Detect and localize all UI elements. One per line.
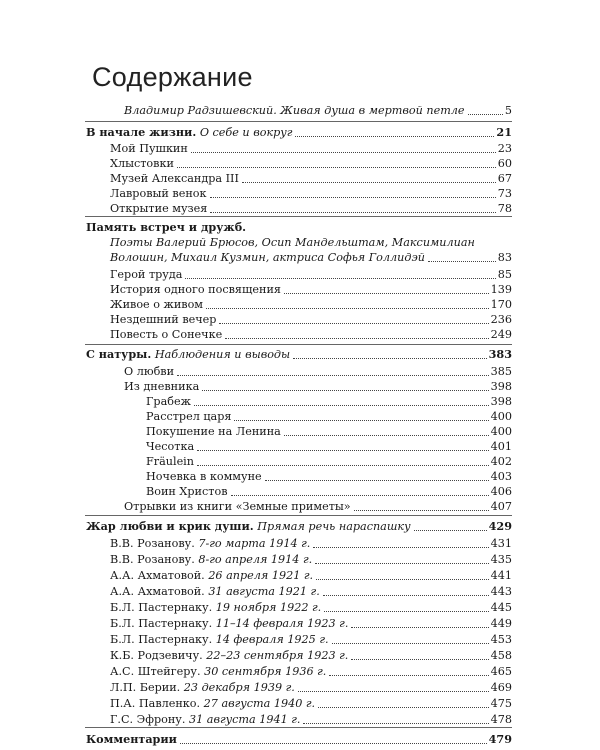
entry-title: В.В. Розанову. [110, 537, 195, 550]
dot-leader [194, 404, 489, 406]
entry-date: 31 августа 1921 г. [208, 585, 320, 598]
page-number: 401 [490, 440, 512, 453]
entry-title: Покушение на Ленина [146, 425, 281, 438]
toc-entry[interactable] [146, 453, 512, 468]
toc-entry[interactable] [146, 393, 512, 408]
page-number: 402 [490, 455, 512, 468]
dot-leader [468, 113, 503, 115]
entry-title: Л.П. Берии. [110, 681, 181, 694]
dot-leader [197, 464, 489, 466]
entry-title: Грабеж [146, 395, 191, 408]
toc-entry[interactable] [146, 408, 512, 423]
entry-date: 31 августа 1941 г. [189, 713, 301, 726]
entry-title: В.В. Розанову. [110, 553, 195, 566]
section-divider [85, 216, 512, 217]
dot-leader [177, 166, 496, 168]
page-number: 249 [490, 328, 512, 341]
page-number: 403 [490, 470, 512, 483]
toc-entry[interactable] [110, 711, 512, 726]
page-number: 431 [490, 537, 512, 550]
toc-entry[interactable] [146, 468, 512, 483]
entry-title: Г.С. Эфрону. [110, 713, 186, 726]
entry-title: Ночевка в коммуне [146, 470, 262, 483]
toc-entry[interactable] [110, 296, 512, 311]
entry-date: 8-го апреля 1914 г. [198, 553, 313, 566]
toc-entry[interactable] [110, 326, 512, 341]
page-number: 469 [490, 681, 512, 694]
section-title: Комментарии [86, 732, 177, 746]
section-title: В начале жизни. [86, 125, 197, 139]
page-number: 400 [490, 425, 512, 438]
entry-date: 7-го марта 1914 г. [198, 537, 311, 550]
dot-leader [428, 260, 496, 262]
entry-date: 22–23 сентября 1923 г. [206, 649, 349, 662]
page-number: 21 [496, 125, 512, 139]
entry-title: Отрывки из книги «Земные приметы» [124, 500, 351, 513]
entry-date: 19 ноября 1922 г. [215, 601, 322, 614]
page-number: 406 [490, 485, 512, 498]
dot-leader [323, 594, 489, 596]
entry-title: О любви [124, 365, 175, 378]
entry-title: К.Б. Родзевичу. [110, 649, 203, 662]
dot-leader [231, 494, 489, 496]
toc-entry[interactable] [124, 363, 512, 378]
toc-entry[interactable] [146, 423, 512, 438]
toc-entry[interactable] [124, 498, 512, 513]
entry-title: А.С. Штейгеру. [110, 665, 201, 678]
page-number: 383 [488, 347, 512, 361]
page-number: 478 [490, 713, 512, 726]
section-divider [85, 344, 512, 345]
section-subtitle: Волошин, Михаил Кузмин, актриса Софья Голлидэй [110, 251, 425, 264]
page-number: 443 [490, 585, 512, 598]
entry-title: Повесть о Сонечке [110, 328, 223, 341]
toc-entry[interactable] [110, 249, 512, 264]
page-number: 23 [497, 142, 512, 155]
section-subtitle: О себе и вокруг [199, 126, 293, 139]
section-divider [85, 515, 512, 516]
entry-title: А.А. Ахматовой. [110, 569, 205, 582]
section-title[interactable]: Память встреч и дружб. [86, 220, 247, 234]
dot-leader [329, 674, 488, 676]
dot-leader [234, 419, 488, 421]
dot-leader [202, 389, 488, 391]
section-title: С натуры. [86, 347, 152, 361]
toc-entry[interactable] [110, 535, 512, 550]
entry-subtitle: Владимир Радзишевский. Живая душа в мертвой петле [124, 104, 465, 117]
page-number: 441 [490, 569, 512, 582]
dot-leader [316, 578, 489, 580]
toc-entry[interactable] [124, 378, 512, 393]
entry-title: Fräulein [146, 455, 194, 468]
toc-entry[interactable] [110, 583, 512, 598]
dot-leader [219, 322, 488, 324]
toc-entry[interactable] [110, 679, 512, 694]
entry-title: Б.Л. Пастернаку. [110, 633, 213, 646]
entry-title: Б.Л. Пастернаку. [110, 601, 213, 614]
entry-date: 26 апреля 1921 г. [208, 569, 314, 582]
page-number: 453 [490, 633, 512, 646]
page-number: 445 [490, 601, 512, 614]
toc-entry[interactable] [110, 311, 512, 326]
toc-entry[interactable] [110, 200, 512, 215]
entry-title: Герой труда [110, 268, 183, 281]
dot-leader [210, 196, 496, 198]
entry-title: Мой Пушкин [110, 142, 188, 155]
dot-leader [414, 529, 487, 531]
toc-section[interactable] [86, 124, 512, 139]
page-number: 458 [490, 649, 512, 662]
entry-title: Нездешний вечер [110, 313, 217, 326]
page-number: 73 [497, 187, 512, 200]
dot-leader [295, 135, 494, 137]
toc-entry[interactable] [124, 102, 512, 117]
dot-leader [225, 337, 488, 339]
page-number: 435 [490, 553, 512, 566]
page-number: 400 [490, 410, 512, 423]
toc-entry[interactable] [110, 599, 512, 614]
toc-entry[interactable] [110, 567, 512, 582]
dot-leader [284, 292, 489, 294]
page-number: 85 [497, 268, 512, 281]
entry-title: Живое о живом [110, 298, 204, 311]
page-number: 139 [490, 283, 512, 296]
entry-title: П.А. Павленко. [110, 697, 201, 710]
entry-date: 23 декабря 1939 г. [183, 681, 295, 694]
dot-leader [197, 449, 489, 451]
toc-entry[interactable] [110, 551, 512, 566]
entry-title: Из дневника [124, 380, 200, 393]
dot-leader [313, 546, 488, 548]
entry-title: Музей Александра III [110, 172, 239, 185]
page-number: 78 [497, 202, 512, 215]
toc-entry[interactable] [110, 631, 512, 646]
toc-entry[interactable] [110, 695, 512, 710]
toc-entry[interactable] [110, 140, 512, 155]
dot-leader [191, 151, 496, 153]
entry-title: А.А. Ахматовой. [110, 585, 205, 598]
page-number: 407 [490, 500, 512, 513]
toc-entry[interactable] [146, 483, 512, 498]
entry-date: 27 августа 1940 г. [203, 697, 316, 710]
dot-leader [180, 742, 487, 744]
dot-leader [284, 434, 489, 436]
entry-date: 30 сентября 1936 г. [204, 665, 327, 678]
toc-entry[interactable] [110, 647, 512, 662]
toc-entry[interactable] [110, 266, 512, 281]
dot-leader [315, 562, 488, 564]
entry-date: 11–14 февраля 1923 г. [215, 617, 349, 630]
dot-leader [206, 307, 489, 309]
page-number: 5 [504, 104, 512, 117]
section-title: Жар любви и крик души. [86, 519, 254, 533]
section-subtitle: Наблюдения и выводы [154, 348, 291, 361]
dot-leader [332, 642, 489, 644]
entry-title: Расстрел царя [146, 410, 232, 423]
dot-leader [303, 722, 488, 724]
toc-entry[interactable] [110, 615, 512, 630]
page-number: 67 [497, 172, 512, 185]
page-number: 429 [488, 519, 512, 533]
entry-date: 14 февраля 1925 г. [215, 633, 329, 646]
dot-leader [351, 626, 488, 628]
toc-entry[interactable] [110, 663, 512, 678]
toc-section[interactable] [86, 346, 512, 361]
dot-leader [318, 706, 489, 708]
toc-entry[interactable] [146, 438, 512, 453]
entry-title: Открытие музея [110, 202, 208, 215]
page-number: 385 [490, 365, 512, 378]
entry-title: Хлыстовки [110, 157, 174, 170]
dot-leader [177, 374, 489, 376]
page-number: 465 [490, 665, 512, 678]
entry-title: Лавровый венок [110, 187, 207, 200]
entry-title: История одного посвящения [110, 283, 281, 296]
dot-leader [324, 610, 488, 612]
section-divider [85, 727, 512, 728]
toc-entry[interactable] [110, 170, 512, 185]
page-number: 170 [490, 298, 512, 311]
toc-entry[interactable] [110, 185, 512, 200]
dot-leader [185, 277, 495, 279]
section-divider [85, 121, 512, 122]
page-title: Содержание [92, 62, 253, 92]
section-subtitle: Поэты Валерий Брюсов, Осип Мандельштам, Максимилиан [110, 236, 475, 249]
page-number: 60 [497, 157, 512, 170]
page-number: 479 [488, 732, 512, 746]
section-subtitle: Прямая речь нараспашку [257, 520, 411, 533]
dot-leader [351, 658, 488, 660]
toc-section[interactable] [86, 731, 512, 746]
entry-title: Б.Л. Пастернаку. [110, 617, 213, 630]
toc-section[interactable] [86, 518, 512, 533]
toc-entry[interactable] [110, 155, 512, 170]
dot-leader [265, 479, 489, 481]
page-number: 475 [490, 697, 512, 710]
page-number: 83 [497, 251, 512, 264]
entry-title: Чесотка [146, 440, 195, 453]
dot-leader [293, 357, 487, 359]
dot-leader [298, 690, 489, 692]
page-number: 398 [490, 395, 512, 408]
dot-leader [242, 181, 496, 183]
page-number: 236 [490, 313, 512, 326]
page-number: 449 [490, 617, 512, 630]
entry-title: Воин Христов [146, 485, 228, 498]
dot-leader [210, 211, 495, 213]
page-number: 398 [490, 380, 512, 393]
dot-leader [354, 509, 489, 511]
toc-entry[interactable] [110, 281, 512, 296]
